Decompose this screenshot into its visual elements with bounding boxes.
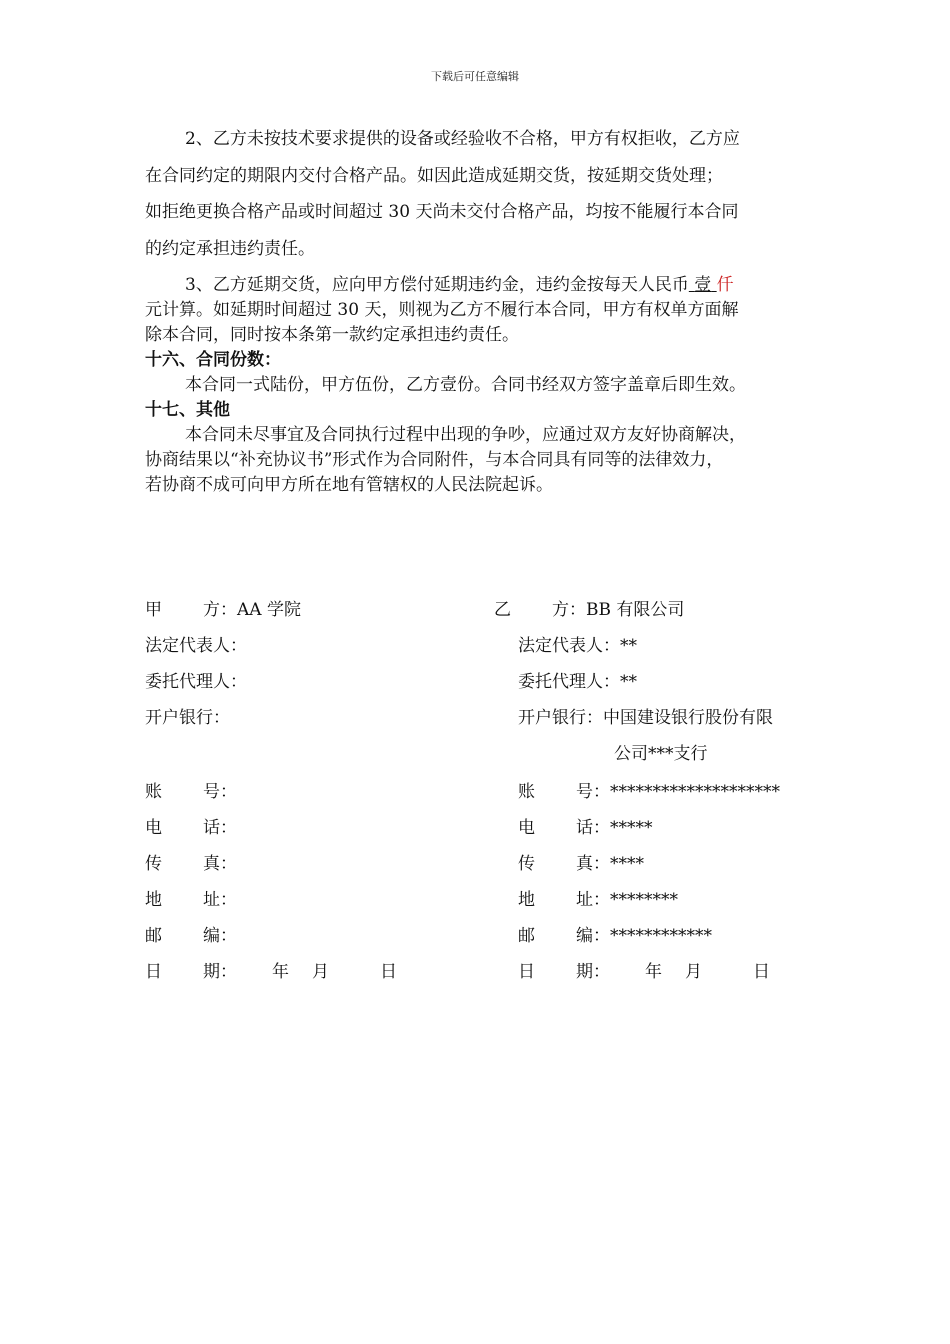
party-b-address-label-1: 地: [518, 890, 535, 910]
party-b-address-value: ********: [610, 890, 678, 910]
party-a-address-label-2: 址：: [203, 890, 237, 910]
clause-2-line-4: 的约定承担违约责任。: [145, 239, 315, 259]
clause-2-line-3: 如拒绝更换合格产品或时间超过 30 天尚未交付合格产品，均按不能履行本合同: [145, 202, 739, 222]
party-a-label-2: 方：: [203, 600, 237, 620]
party-b-zip-label-2: 编：: [576, 926, 610, 946]
party-b-tel-value: *****: [610, 818, 653, 838]
party-a-date-row: [145, 961, 397, 983]
clause-3-line-2: 元计算。如延期时间超过 30 天，则视为乙方不履行本合同，甲方有权单方面解: [145, 300, 739, 320]
clause-2-line-1: 2、乙方未按技术要求提供的设备或经验收不合格，甲方有权拒收，乙方应: [185, 129, 740, 149]
penalty-amount-digit: [689, 275, 717, 295]
party-b-fax-value: ****: [610, 854, 644, 874]
party-a-fax-row: [145, 853, 237, 875]
party-a-account-label-2: 号：: [203, 782, 237, 802]
party-a-date-label-1: 日: [145, 962, 162, 982]
party-a-label-1: 甲: [145, 600, 162, 620]
party-b-tel-row: [518, 817, 653, 839]
party-a-date-year: 年: [272, 962, 289, 982]
party-b-zip-row: [518, 925, 712, 947]
party-a-fax-label-2: 真：: [203, 854, 237, 874]
section-16-body: 本合同一式陆份，甲方伍份，乙方壹份。合同书经双方签字盖章后即生效。: [185, 375, 746, 395]
party-b-agent: 委托代理人：**: [518, 672, 637, 692]
party-b-name-row: [494, 599, 684, 621]
clause-2-line-2: 在合同约定的期限内交付合格产品。如因此造成延期交货，按延期交货处理；: [145, 166, 723, 186]
party-b-date-label-1: 日: [518, 962, 535, 982]
party-b-account-label-2: 号：: [576, 782, 610, 802]
party-b-value: BB 有限公司: [586, 600, 685, 620]
party-b-account-label-1: 账: [518, 782, 535, 802]
party-a-zip-label-2: 编：: [203, 926, 237, 946]
party-a-tel-label-1: 电: [145, 818, 162, 838]
party-b-date-day: 日: [753, 962, 770, 982]
penalty-amount-unit: 仟: [716, 275, 734, 295]
party-b-date-label-2: 期：: [576, 962, 610, 982]
party-a-tel-label-2: 话：: [203, 818, 237, 838]
section-17-line-3: 若协商不成可向甲方所在地有管辖权的人民法院起诉。: [145, 475, 553, 495]
party-b-address-row: [518, 889, 678, 911]
party-b-tel-label-1: 电: [518, 818, 535, 838]
party-a-zip-label-1: 邮: [145, 926, 162, 946]
party-a-name-row: [145, 599, 301, 621]
section-16-title: 十六、合同份数：: [145, 350, 281, 370]
party-b-date-month: 月: [685, 962, 702, 982]
party-a-account-label-1: 账: [145, 782, 162, 802]
party-b-rep: 法定代表人：**: [518, 636, 637, 656]
section-17-title: 十七、其他: [145, 400, 230, 420]
party-b-account-value: ********************: [610, 782, 780, 802]
party-a-agent: 委托代理人：: [145, 672, 247, 692]
party-a-fax-label-1: 传: [145, 854, 162, 874]
party-b-zip-value: ************: [610, 926, 712, 946]
party-b-tel-label-2: 话：: [576, 818, 610, 838]
party-b-zip-label-1: 邮: [518, 926, 535, 946]
penalty-amount-1: 壹: [694, 275, 712, 295]
section-17-line-2: 协商结果以“补充协议书”形式作为合同附件，与本合同具有同等的法律效力，: [145, 450, 724, 470]
party-b-bank-value-2: 公司***支行: [614, 744, 708, 764]
party-a-tel-row: [145, 817, 237, 839]
party-b-date-year: 年: [645, 962, 662, 982]
party-a-zip-row: [145, 925, 237, 947]
clause-3-line-1: [185, 274, 734, 296]
party-a-date-label-2: 期：: [203, 962, 237, 982]
party-a-account-row: [145, 781, 237, 803]
party-a-address-label-1: 地: [145, 890, 162, 910]
party-b-bank-row: [518, 707, 773, 729]
party-a-address-row: [145, 889, 237, 911]
party-a-bank: 开户银行：: [145, 708, 230, 728]
section-17-line-1: 本合同未尽事宜及合同执行过程中出现的争吵，应通过双方友好协商解决，: [185, 425, 746, 445]
party-b-fax-row: [518, 853, 644, 875]
party-b-label-1: 乙: [494, 600, 511, 620]
party-b-fax-label-2: 真：: [576, 854, 610, 874]
party-a-date-month: 月: [312, 962, 329, 982]
page-header: 下载后可任意编辑: [431, 70, 519, 83]
party-a-value: AA 学院: [237, 600, 301, 620]
party-b-address-label-2: 址：: [576, 890, 610, 910]
party-b-fax-label-1: 传: [518, 854, 535, 874]
party-b-bank-label: 开户银行：: [518, 708, 603, 728]
party-a-date-day: 日: [380, 962, 397, 982]
party-b-date-row: [518, 961, 770, 983]
party-a-rep: 法定代表人：: [145, 636, 247, 656]
party-b-bank-value-1: 中国建设银行股份有限: [603, 708, 773, 728]
party-b-label-2: 方：: [552, 600, 586, 620]
clause-3-line-3: 除本合同，同时按本条第一款约定承担违约责任。: [145, 325, 519, 345]
clause-3-line-1-text: 3、乙方延期交货，应向甲方偿付延期违约金，违约金按每天人民币: [185, 275, 689, 295]
party-b-account-row: [518, 781, 780, 803]
